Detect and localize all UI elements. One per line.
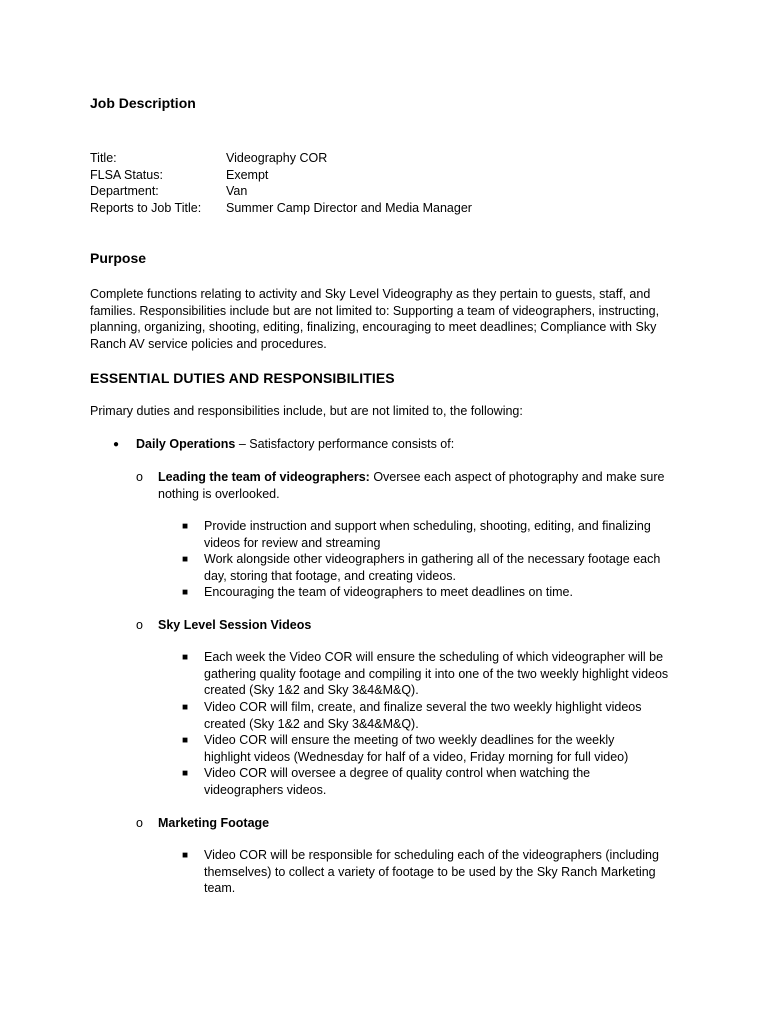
list-item: Video COR will oversee a degree of quality control when watching the videographers videos.: [204, 766, 591, 797]
info-row-reports-to: [90, 200, 690, 217]
leading-team-item: [158, 469, 678, 502]
square-bullet-icon: ■: [182, 735, 189, 746]
info-value: Exempt: [226, 167, 269, 182]
square-bullet-icon: ■: [182, 850, 189, 861]
list-item: Video COR will be responsible for scheduling each of the videographers (including themselves) to collect a variety of footage to be used by the Sky Ranch Marketing team.: [204, 848, 659, 895]
square-bullet-icon: ■: [182, 554, 189, 565]
square-bullet-icon: ■: [182, 587, 189, 598]
info-row-title: [90, 150, 690, 167]
square-bullet-icon: ■: [182, 521, 189, 532]
list-item: Encouraging the team of videographers to meet deadlines on time.: [204, 585, 573, 599]
list-item: Video COR will ensure the meeting of two weekly deadlines for the weekly highlight videos (Wednesday for half of a video, Friday morning for full video): [204, 733, 629, 764]
circle-bullet-icon: o: [136, 618, 143, 632]
purpose-text: Complete functions relating to activity and Sky Level Videography as they pertain to guests, staff, and families. Responsibilities include but are not limited to: Supporting a team of videographers, instructing, planning, organizing, shooting, editing, finalizing, encouraging to meet deadlines; Compliance with Sky Ranch AV service policies and procedures.: [90, 287, 660, 351]
info-key: FLSA Status:: [90, 167, 163, 182]
info-row-department: [90, 183, 690, 200]
marketing-footage-label: Marketing Footage: [158, 816, 270, 830]
daily-operations-text: – Satisfactory performance consists of:: [235, 437, 455, 451]
square-bullet-icon: ■: [182, 768, 189, 779]
daily-operations-label: Daily Operations: [136, 437, 236, 451]
duties-heading: ESSENTIAL DUTIES AND RESPONSIBILITIES: [90, 370, 395, 386]
list-item: Work alongside other videographers in gathering all of the necessary footage each day, storing that footage, and creating videos.: [204, 552, 661, 583]
bullet-icon: ●: [113, 439, 120, 450]
daily-operations-item: [136, 436, 696, 453]
leading-team-label: Leading the team of videographers:: [158, 470, 370, 484]
info-value: Van: [226, 184, 248, 198]
info-value: Summer Camp Director and Media Manager: [226, 200, 472, 215]
duties-intro: Primary duties and responsibilities include, but are not limited to, the following:: [90, 404, 523, 418]
circle-bullet-icon: o: [136, 470, 143, 484]
info-value: Videography COR: [226, 151, 328, 165]
leading-team-text: Oversee each aspect of photography and make sure nothing is overlooked.: [158, 470, 665, 501]
purpose-heading: Purpose: [90, 250, 147, 266]
sky-level-label: Sky Level Session Videos: [158, 618, 312, 632]
circle-bullet-icon: o: [136, 816, 143, 830]
list-item: Video COR will film, create, and finalize several the two weekly highlight videos created (Sky 1&2 and Sky 3&4&M&Q).: [204, 700, 642, 731]
info-key: Department:: [90, 184, 159, 198]
square-bullet-icon: ■: [182, 702, 189, 713]
list-item: Each week the Video COR will ensure the scheduling of which videographer will be gathering quality footage and compiling it into one of the two weekly highlight videos created (Sky 1&2 and Sky 3&4&M&Q).: [204, 650, 669, 697]
info-row-flsa: [90, 167, 690, 184]
list-item: Provide instruction and support when scheduling, shooting, editing, and finalizing videos for review and streaming: [204, 519, 651, 550]
info-key: Title:: [90, 151, 117, 165]
info-key: Reports to Job Title:: [90, 200, 202, 215]
page-title: Job Description: [90, 95, 196, 111]
square-bullet-icon: ■: [182, 652, 189, 663]
